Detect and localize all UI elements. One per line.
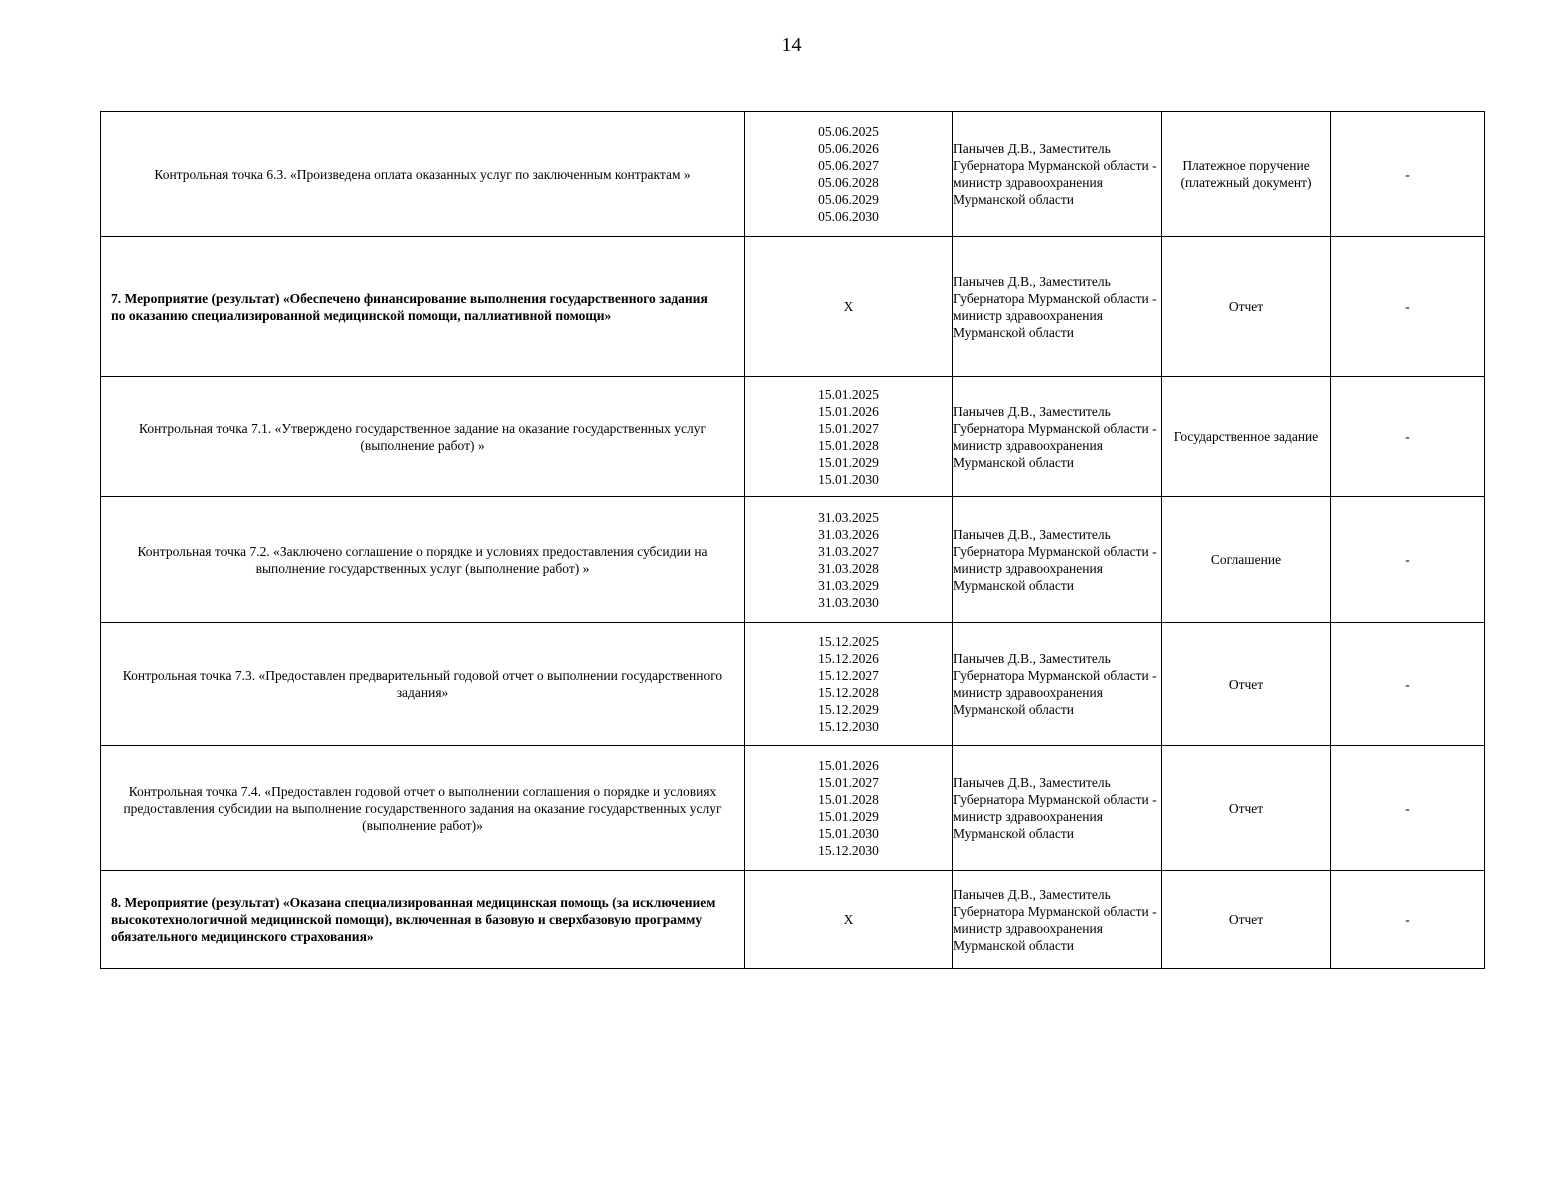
date-item: 15.01.2029 (818, 809, 879, 824)
row-dates-cell (745, 871, 953, 969)
row-document-cell: Отчет (1162, 237, 1331, 377)
date-item: 05.06.2026 (818, 141, 879, 156)
table-row (101, 746, 1485, 871)
page-number: 14 (781, 34, 802, 56)
row-dates-cell (745, 112, 953, 237)
row-dates-cell (745, 377, 953, 497)
date-item: 31.03.2028 (818, 560, 879, 576)
date-item: 15.01.2029 (818, 454, 879, 470)
date-item: 15.12.2025 (818, 634, 879, 649)
date-item: 15.01.2028 (818, 437, 879, 453)
row-responsible-cell: Панычев Д.В., Заместитель Губернатора Мурманской области - министр здравоохранения Мурманской области (953, 623, 1162, 746)
row-document-cell: Отчет (1162, 871, 1331, 969)
control-points-table (100, 111, 1485, 969)
row-name-cell: Контрольная точка 7.4. «Предоставлен годовой отчет о выполнении соглашения о порядке и условиях предоставления субсидии на выполнение государственного задания на оказание государственных услуг (выполнение работ)» (101, 746, 745, 871)
row-document-cell: Платежное поручение (платежный документ) (1162, 112, 1331, 237)
date-item: 15.12.2030 (818, 719, 879, 734)
row-document-cell: Соглашение (1162, 497, 1331, 623)
date-item: 15.01.2027 (818, 420, 879, 436)
row-name-cell: Контрольная точка 7.1. «Утверждено государственное задание на оказание государственных услуг (выполнение работ) » (101, 377, 745, 497)
row-name-cell: Контрольная точка 7.2. «Заключено соглашение о порядке и условиях предоставления субсидии на выполнение государственных услуг (выполнение работ) » (101, 497, 745, 623)
table-row (101, 623, 1485, 746)
date-item: 15.01.2025 (818, 386, 879, 402)
table-row (101, 112, 1485, 237)
row-dates-cell (745, 623, 953, 746)
row-note-cell: - (1331, 377, 1485, 497)
row-note-cell: - (1331, 746, 1485, 871)
row-note-cell: - (1331, 497, 1485, 623)
date-item: 15.01.2027 (818, 775, 879, 790)
date-item: 15.12.2030 (818, 843, 879, 858)
date-item: 15.01.2026 (818, 403, 879, 419)
date-item: 15.12.2027 (818, 668, 879, 683)
table-row (101, 237, 1485, 377)
row-document-cell: Отчет (1162, 623, 1331, 746)
date-item: 05.06.2030 (818, 209, 879, 224)
row-name-cell: Контрольная точка 7.3. «Предоставлен предварительный годовой отчет о выполнении государственного задания» (101, 623, 745, 746)
row-note-cell: - (1331, 237, 1485, 377)
row-name-cell: 8. Мероприятие (результат) «Оказана специализированная медицинская помощь (за исключением высокотехнологичной медицинской помощи), включенная в базовую и сверхбазовую программу обязательного медицинского страхования» (101, 871, 745, 969)
date-item: 31.03.2027 (818, 543, 879, 559)
row-dates-cell (745, 237, 953, 377)
date-item: 31.03.2030 (818, 594, 879, 610)
row-name-cell: 7. Мероприятие (результат) «Обеспечено финансирование выполнения государственного задания по оказанию специализированной медицинской помощи, паллиативной помощи» (101, 237, 745, 377)
date-item: 31.03.2029 (818, 577, 879, 593)
date-item: 15.01.2030 (818, 471, 879, 487)
table-row (101, 871, 1485, 969)
row-responsible-cell: Панычев Д.В., Заместитель Губернатора Мурманской области - министр здравоохранения Мурманской области (953, 377, 1162, 497)
row-document-cell: Государственное задание (1162, 377, 1331, 497)
date-item: X (843, 912, 854, 927)
date-item: 15.01.2028 (818, 792, 879, 807)
row-responsible-cell: Панычев Д.В., Заместитель Губернатора Мурманской области - министр здравоохранения Мурманской области (953, 237, 1162, 377)
date-item: 15.01.2030 (818, 826, 879, 841)
row-note-cell: - (1331, 871, 1485, 969)
date-item: 05.06.2028 (818, 175, 879, 190)
row-name-cell: Контрольная точка 6.3. «Произведена оплата оказанных услуг по заключенным контрактам » (101, 112, 745, 237)
row-document-cell: Отчет (1162, 746, 1331, 871)
table-row (101, 377, 1485, 497)
date-item: 05.06.2027 (818, 158, 879, 173)
row-note-cell: - (1331, 112, 1485, 237)
row-responsible-cell: Панычев Д.В., Заместитель Губернатора Мурманской области - министр здравоохранения Мурманской области (953, 746, 1162, 871)
table-row (101, 497, 1485, 623)
date-item: 15.01.2026 (818, 758, 879, 773)
date-item: 05.06.2025 (818, 124, 879, 139)
row-note-cell: - (1331, 623, 1485, 746)
date-item: 31.03.2026 (818, 526, 879, 542)
date-item: 15.12.2029 (818, 702, 879, 717)
row-dates-cell (745, 497, 953, 623)
row-responsible-cell: Панычев Д.В., Заместитель Губернатора Мурманской области - министр здравоохранения Мурманской области (953, 871, 1162, 969)
row-responsible-cell: Панычев Д.В., Заместитель Губернатора Мурманской области - министр здравоохранения Мурманской области (953, 112, 1162, 237)
date-item: 15.12.2028 (818, 685, 879, 700)
date-item: X (843, 299, 854, 314)
date-item: 15.12.2026 (818, 651, 879, 666)
row-dates-cell (745, 746, 953, 871)
date-item: 05.06.2029 (818, 192, 879, 207)
row-responsible-cell: Панычев Д.В., Заместитель Губернатора Мурманской области - министр здравоохранения Мурманской области (953, 497, 1162, 623)
date-item: 31.03.2025 (818, 509, 879, 525)
